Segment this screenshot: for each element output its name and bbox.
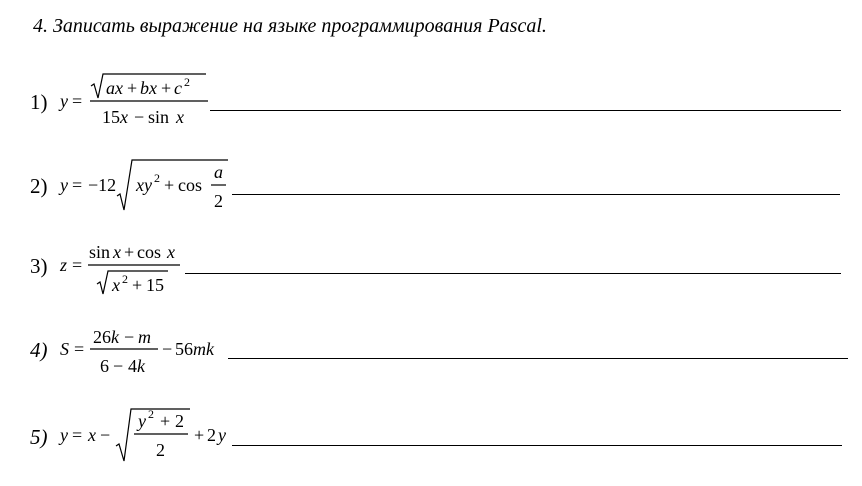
svg-text:+: + — [124, 242, 135, 262]
answer-line[interactable] — [185, 273, 841, 274]
svg-text:k: k — [137, 356, 145, 376]
svg-text:c: c — [174, 78, 182, 98]
svg-text:2: 2 — [122, 272, 128, 286]
svg-text:S: S — [60, 339, 69, 359]
answer-line[interactable] — [232, 445, 842, 446]
svg-text:x: x — [120, 107, 128, 127]
svg-text:sin: sin — [148, 107, 170, 127]
svg-text:−: − — [100, 425, 111, 445]
svg-text:56: 56 — [175, 339, 193, 359]
svg-text:15: 15 — [146, 275, 164, 295]
svg-text:=: = — [72, 91, 83, 111]
answer-line[interactable] — [210, 110, 841, 111]
svg-text:k: k — [111, 327, 119, 347]
svg-text:2: 2 — [214, 191, 223, 211]
exercise-number: 3) — [30, 254, 48, 278]
svg-text:y: y — [138, 411, 146, 431]
svg-text:cos: cos — [178, 175, 202, 195]
svg-text:y: y — [218, 425, 226, 445]
svg-text:=: = — [72, 255, 83, 275]
formula-3 — [58, 240, 183, 300]
exercise-number: 5) — [30, 425, 48, 449]
svg-text:26: 26 — [93, 327, 111, 347]
svg-text:−: − — [134, 107, 145, 127]
svg-text:x: x — [88, 425, 96, 445]
exercise-4 — [0, 322, 862, 382]
exercise-3 — [0, 240, 862, 300]
svg-text:sin: sin — [89, 242, 111, 262]
svg-text:m: m — [138, 327, 151, 347]
svg-text:+: + — [194, 425, 205, 445]
svg-text:+: + — [132, 275, 143, 295]
svg-text:2: 2 — [154, 171, 160, 185]
formula-5 — [58, 405, 233, 465]
svg-text:−: − — [162, 339, 173, 359]
svg-text:y: y — [60, 91, 68, 111]
svg-text:+: + — [127, 78, 138, 98]
formula-4 — [58, 322, 226, 382]
svg-text:2: 2 — [184, 75, 190, 89]
svg-text:2: 2 — [207, 425, 216, 445]
svg-text:=: = — [72, 175, 83, 195]
svg-text:mk: mk — [193, 339, 214, 359]
svg-text:−12: −12 — [88, 175, 117, 195]
svg-text:+: + — [161, 78, 172, 98]
answer-line[interactable] — [228, 358, 848, 359]
svg-text:6: 6 — [100, 356, 109, 376]
svg-text:cos: cos — [137, 242, 161, 262]
svg-text:x: x — [113, 242, 121, 262]
svg-text:xy: xy — [136, 175, 152, 195]
svg-text:ax: ax — [106, 78, 123, 98]
svg-text:bx: bx — [140, 78, 157, 98]
svg-text:y: y — [60, 425, 68, 445]
svg-text:x: x — [167, 242, 175, 262]
exercise-5 — [0, 405, 862, 465]
exercise-number: 4) — [30, 338, 48, 362]
svg-text:x: x — [176, 107, 184, 127]
exercise-number: 2) — [30, 174, 48, 198]
svg-text:−: − — [113, 356, 124, 376]
svg-text:y: y — [60, 175, 68, 195]
svg-text:2: 2 — [148, 407, 154, 421]
answer-line[interactable] — [232, 194, 840, 195]
exercise-number: 1) — [30, 90, 48, 114]
svg-text:2: 2 — [156, 440, 165, 460]
svg-text:x: x — [112, 275, 120, 295]
svg-text:a: a — [214, 162, 223, 182]
svg-text:15: 15 — [102, 107, 120, 127]
svg-text:=: = — [72, 425, 83, 445]
exercise-2 — [0, 156, 862, 216]
svg-text:4: 4 — [128, 356, 137, 376]
svg-text:+: + — [164, 175, 175, 195]
formula-1 — [58, 72, 208, 132]
exercise-1 — [0, 72, 862, 132]
task-title: 4. Записать выражение на языке программирования Pascal. — [33, 15, 547, 37]
svg-text:2: 2 — [175, 411, 184, 431]
svg-text:z: z — [60, 255, 68, 275]
formula-2 — [58, 156, 230, 216]
svg-text:=: = — [74, 339, 85, 359]
svg-text:−: − — [124, 327, 135, 347]
svg-text:+: + — [160, 411, 171, 431]
